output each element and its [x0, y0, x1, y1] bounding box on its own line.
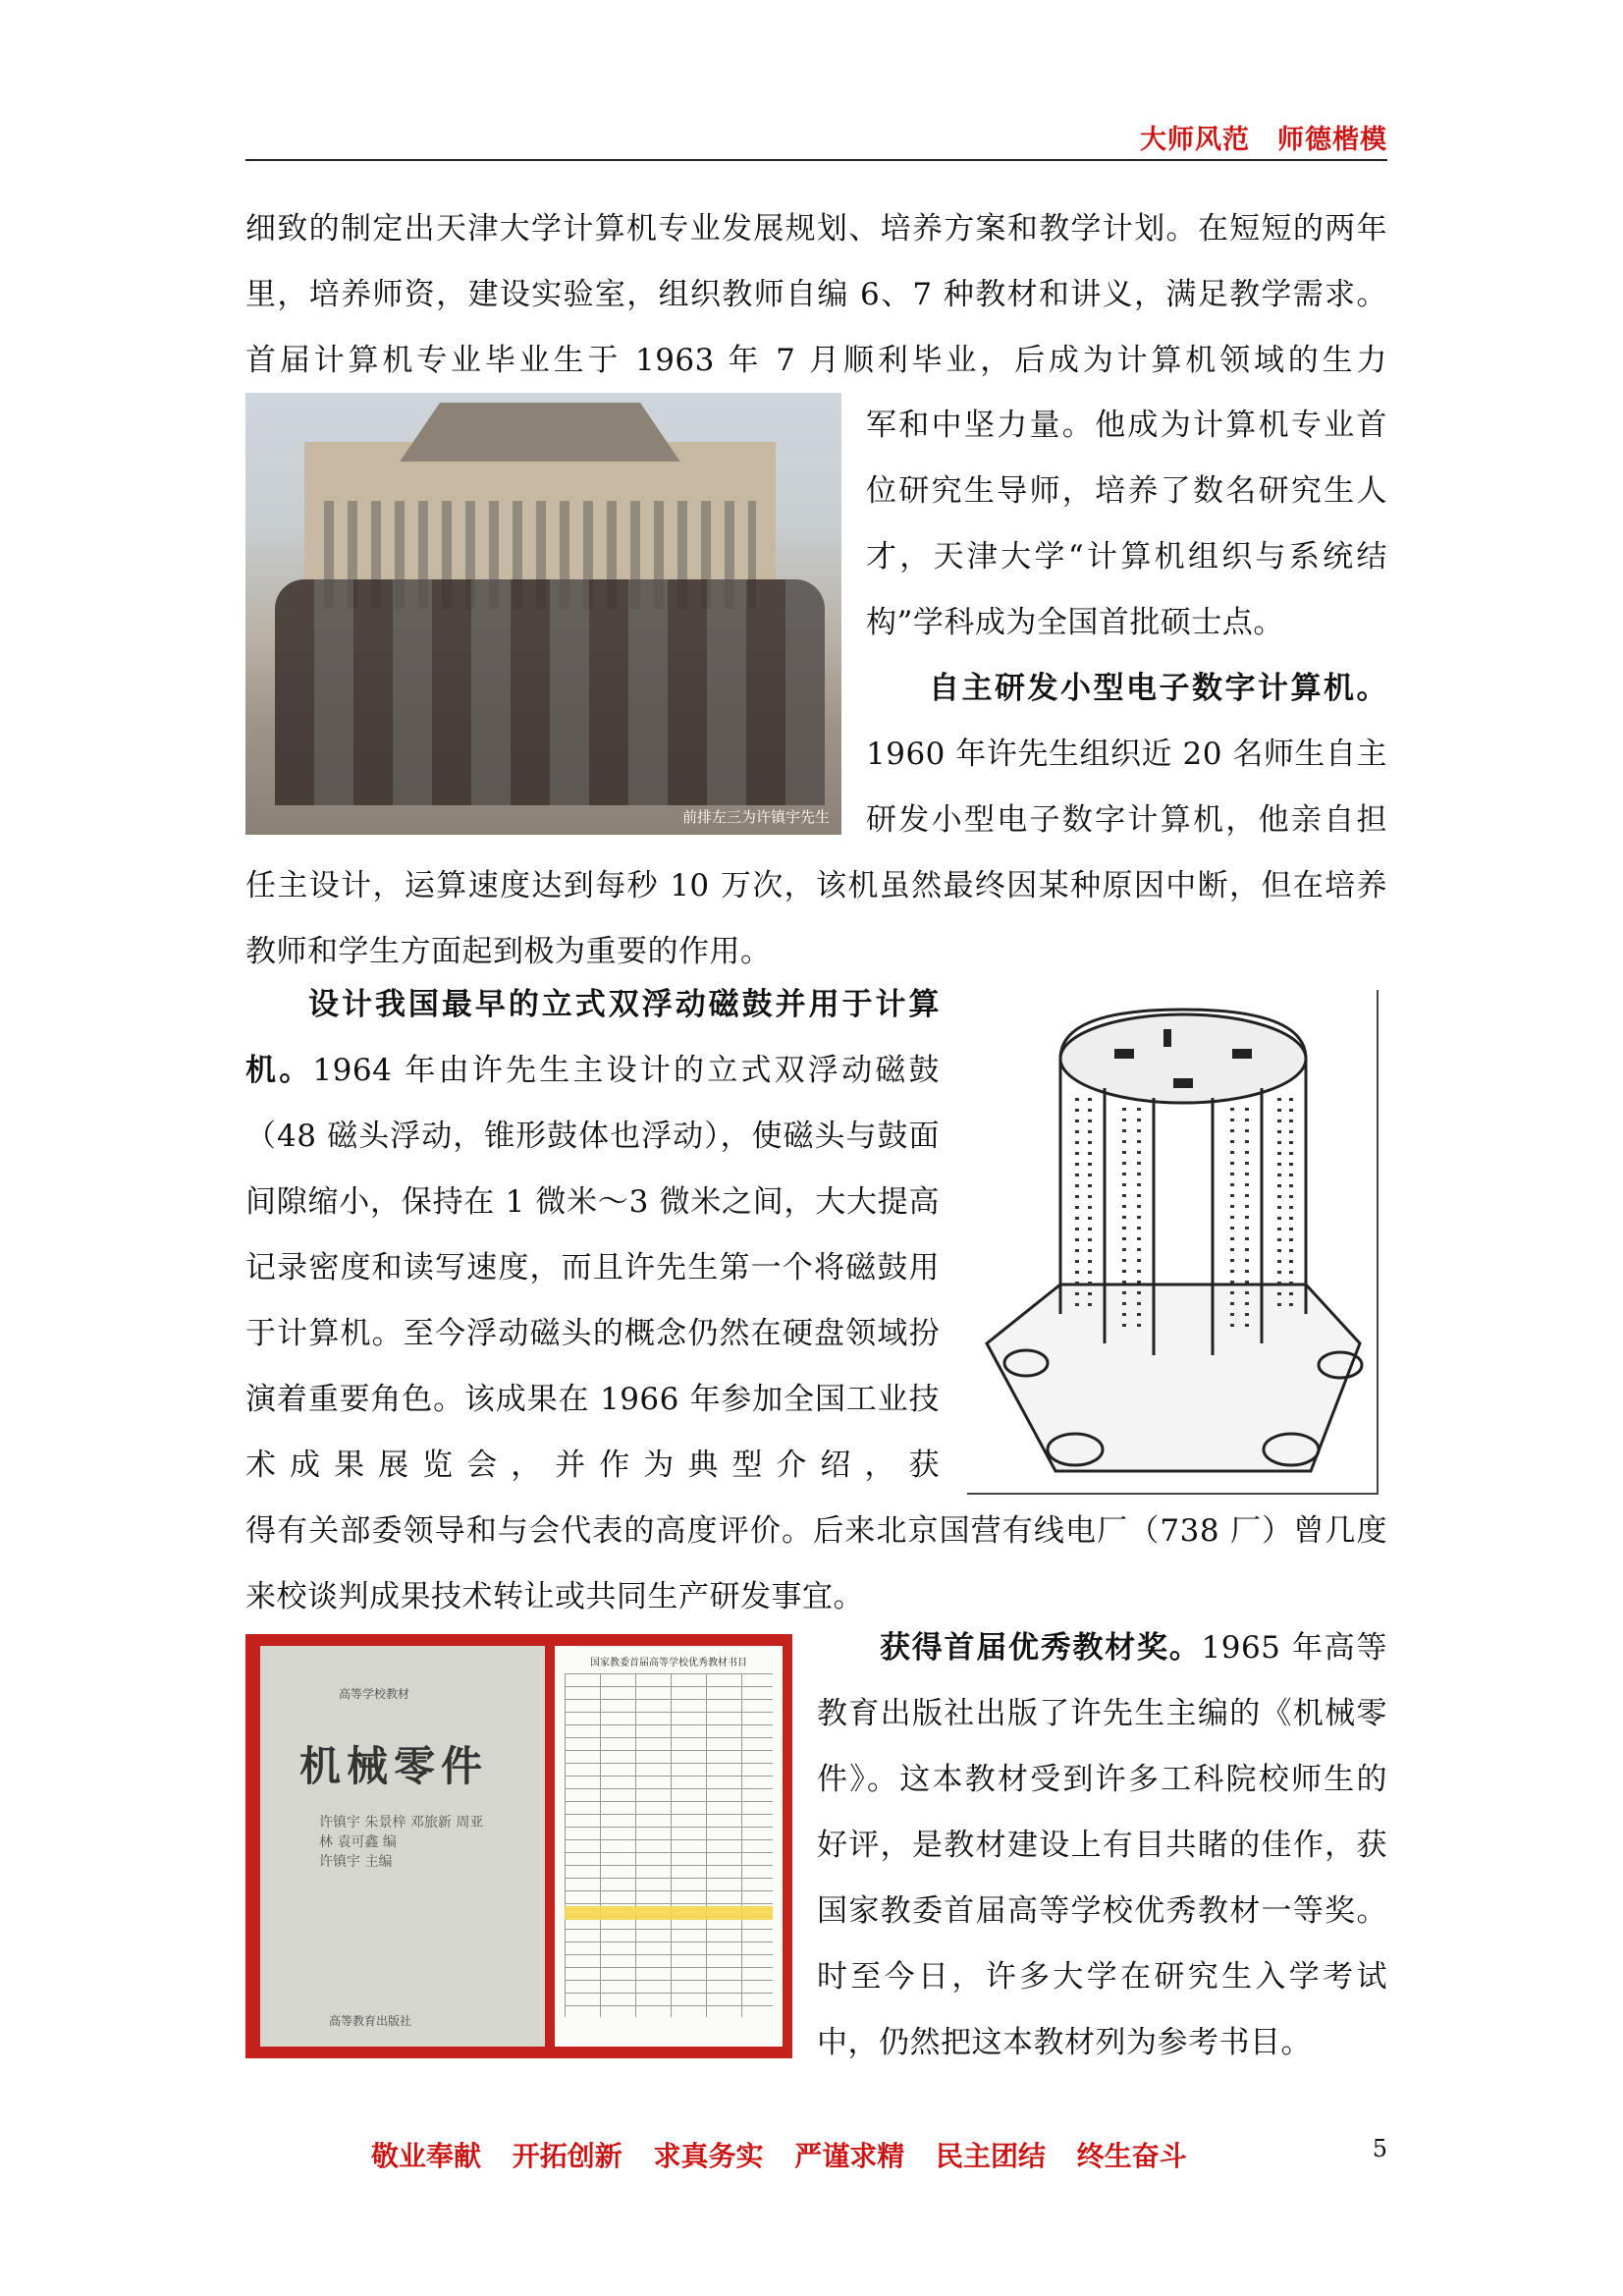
footer-motto: 敬业奉献 开拓创新 求真务实 严谨求精 民主团结 终生奋斗 [371, 2140, 1187, 2172]
page-footer [245, 2135, 1387, 2174]
magnetic-drum-illustration [967, 990, 1379, 1495]
page-number: 5 [1372, 2135, 1387, 2162]
book-title: 机械零件 [299, 1742, 489, 1790]
heading-drum: 设计我国最早的立式双浮动磁鼓并用于计算机。 [245, 987, 940, 1088]
paragraph-3-start [245, 972, 940, 1499]
building-roof [373, 403, 707, 462]
book-series: 高等学校教材 [339, 1687, 410, 1701]
magnetic-drum-drawing [967, 990, 1377, 1493]
page-header [245, 116, 1387, 161]
paragraph-3-continued [245, 1499, 1387, 1630]
paragraph-2-start [866, 656, 1387, 853]
paragraph-2-continued [245, 853, 1387, 985]
heading-computer: 自主研发小型电子数字计算机。 [929, 671, 1387, 706]
paragraph-2a-text: 1960 年许先生组织近 20 名师生自主研发小型电子数字计算机，他亲自担 [866, 737, 1387, 838]
sheet-highlight-row [565, 1906, 773, 1920]
sheet-table [565, 1673, 773, 2017]
heading-textbook: 获得首届优秀教材奖。 [880, 1630, 1202, 1666]
paragraph-1-text: 细致的制定出天津大学计算机专业发展规划、培养方案和教学计划。在短短的两年里，培养师资，建设实验室，组织教师自编 6、7 种教材和讲义，满足教学需求。首届计算机专业毕业生于 1963 年 7 月顺利毕业，后成为计算机领域的生力 [245, 211, 1387, 378]
paragraph-3a-text: 1964 年由许先生主设计的立式双浮动磁鼓（48 磁头浮动，锥形鼓体也浮动），使磁头与鼓面间隙缩小，保持在 1 微米～3 微米之间，大大提高记录密度和读写速度，而且许先生第一个将磁鼓用于计算机。至今浮动磁头的概念仍然在硬盘领域扮演着重要角色。该成果在 1966 年参加全国工业技术成果展览会，并作为典型介绍，获 [245, 1053, 941, 1483]
paragraph-3b-text: 得有关部委领导和与会代表的高度评价。后来北京国营有线电厂（738 厂）曾几度来校谈判成果技术转让或共同生产研发事宜。 [245, 1513, 1387, 1614]
award-list-sheet [555, 1646, 783, 2047]
paragraph-4 [817, 1615, 1387, 2076]
book-publisher: 高等教育出版社 [329, 2014, 412, 2028]
paragraph-1 [245, 196, 1387, 394]
paragraph-2b-text: 任主设计，运算速度达到每秒 10 万次，该机虽然最终因某种原因中断，但在培养教师和学生方面起到极为重要的作用。 [245, 868, 1387, 969]
photo-caption: 前排左三为许镇宇先生 [681, 808, 830, 826]
sheet-title: 国家教委首届高等学校优秀教材书目 [590, 1658, 747, 1668]
group-photo [245, 393, 841, 835]
textbook-photo [245, 1634, 792, 2058]
paragraph-4-text: 1965 年高等教育出版社出版了许先生主编的《机械零件》。这本教材受到许多工科院校师生的好评，是教材建设上有目共睹的佳作，获国家教委首届高等学校优秀教材一等奖。时至今日，许多大学在研究生入学考试中，仍然把这本教材列为参考书目。 [817, 1630, 1387, 2060]
paragraph-1b-text: 军和中坚力量。他成为计算机专业首位研究生导师，培养了数名研究生人才，天津大学“计算机组织与系统结构”学科成为全国首批硕士点。 [866, 408, 1387, 640]
header-title: 大师风范 师德楷模 [1140, 125, 1387, 155]
people-group [275, 579, 825, 805]
textbook-cover [260, 1646, 545, 2047]
paragraph-1-continued [866, 393, 1387, 656]
book-authors: 许镇宇 朱景梓 邓旅新 周亚林 袁可鑫 编 许镇宇 主编 [319, 1815, 484, 1870]
